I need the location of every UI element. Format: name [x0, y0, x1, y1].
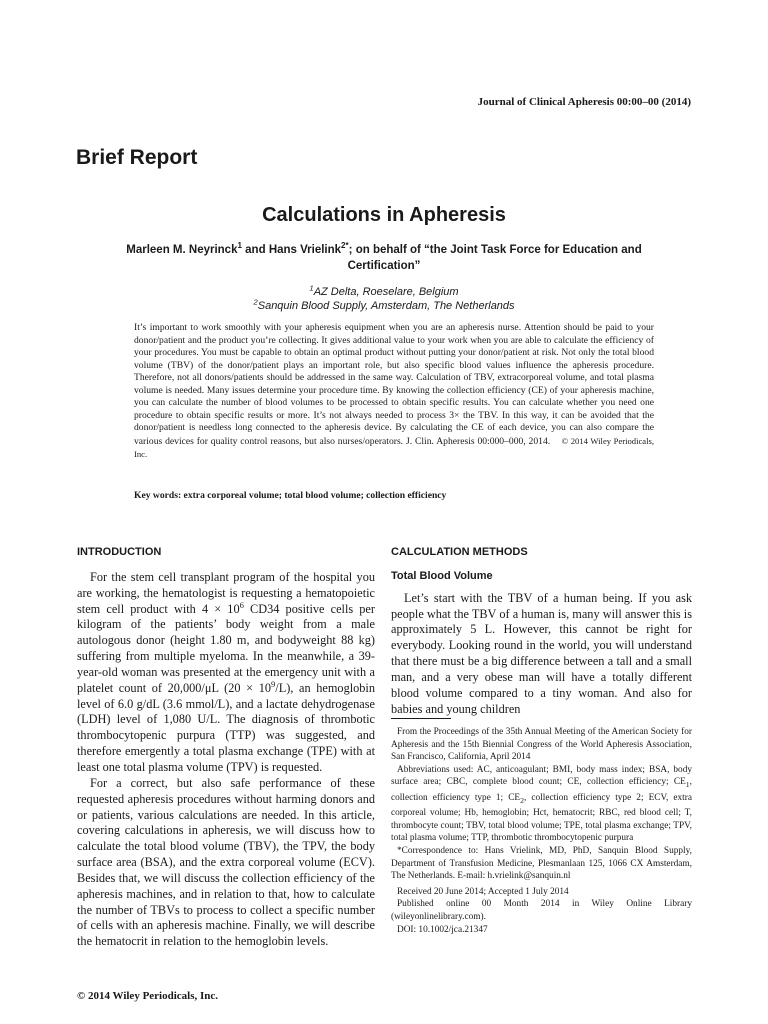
affiliation-marker: 2 [253, 297, 258, 307]
author-2: Hans Vrielink [268, 244, 342, 256]
footnote-divider [391, 718, 451, 719]
footnote-correspondence: *Correspondence to: Hans Vrielink, MD, PhD, Sanquin Blood Supply, Department of Transfusion Medicine, Plesmanlaan 125, 1066 CX Amsterdam, The Netherlands. E-mail: h.vrielink@sanquin.nl [391, 846, 692, 882]
footnote-text: Abbreviations used: AC, anticoagulant; BMI, body mass index; BSA, body surface area; CBC, complete blood count; CE, collection efficiency; CE [391, 764, 692, 788]
paragraph-text: CD34 positive cells per kilogram of the patients’ body weight from a male autologous donor (height 1.80 m, and bodyweight 88 kg) suffering from multiple myeloma. In the meanwhile, a 39-year-old woman was presented at the emergency unit with a platelet count of 20,000/μL (20 × 10 [77, 601, 375, 695]
affiliations [0, 285, 768, 313]
affiliation-text: Sanquin Blood Supply, Amsterdam, The Netherlands [257, 300, 515, 312]
affiliation-1 [0, 285, 768, 299]
footnote-proceedings: From the Proceedings of the 35th Annual Meeting of the American Society for Apheresis and the 15th Biennial Congress of the World Apheresis Association, San Francisco, California, April 2014 [391, 727, 692, 763]
methods-section [391, 545, 692, 717]
paragraph-text: /L), an hemoglobin level of 6.0 g/dL (3.6 mmol/L), and a lactate dehydrogenase (LDH) level of 1,080 U/L. The diagnosis of thrombotic thrombocytopenic purpura (TTP) was suggested, and therefore emergently a total plasma exchange (TPE) with at least one total plasma volume (TPV) is requested. [77, 680, 375, 774]
author-1-affil-marker: 1 [237, 241, 242, 251]
footnotes [391, 726, 692, 936]
paragraph-text: For the stem cell transplant program of the hospital you are working, the hematologist is requesting a hematopoietic stem cell product with 4 × 10 [77, 569, 375, 616]
corresponding-marker: * [345, 241, 349, 251]
author-2-affil-marker: 2 [341, 241, 346, 251]
abstract [134, 322, 654, 462]
footnote-published: Published online 00 Month 2014 in Wiley Online Library (wileyonlinelibrary.com). [391, 899, 692, 923]
subscript: 1 [685, 780, 690, 790]
abstract-citation: J. Clin. Apheresis 00:000–000, 2014. [405, 435, 551, 447]
abstract-copyright: © 2014 Wiley Periodicals, Inc. [134, 435, 654, 459]
author-list [120, 242, 648, 274]
article-type-title: Brief Report [76, 146, 198, 169]
introduction-paragraph-1 [77, 570, 375, 776]
footnote-doi: DOI: 10.1002/jca.21347 [397, 924, 488, 935]
keywords: Key words: extra corporeal volume; total blood volume; collection efficiency [134, 490, 447, 501]
methods-paragraph-1: Let’s start with the TBV of a human being. If you ask people what the TBV of a human is, many will answer this is approximately 5 L. However, this cannot be right for everybody. Looking round in the world, you will understand that there must be a big difference between a tall and a small man, and a very obese man will have a totally different blood volume compared to a tiny woman. And also for babies and young children [391, 590, 692, 716]
footnote-text: , collection efficiency type 1; CE [391, 777, 692, 803]
introduction-heading: INTRODUCTION [77, 546, 162, 558]
article-title: Calculations in Apheresis [262, 204, 506, 226]
introduction-paragraph-2: For a correct, but also safe performance of these requested apheresis procedures without harming donors and or patients, various calculations are needed. In this article, covering calculations in apheresis, we will discuss how to calculate the total blood volume (TBV), the TPV, the body surface area (BSA), and the extra corporeal volume (ECV). Besides that, we will discuss the collection efficiency of the apheresis machines, and in relation to that, how to calculate the number of TBVs to process to collect a specific number of cells with an apheresis machine. Finally, we will describe the hematocrit in relation to the hemoglobin levels. [77, 775, 375, 949]
author-1: Marleen M. Neyrinck [126, 244, 238, 256]
abstract-text: It’s important to work smoothly with your apheresis equipment when you are an apheresis nurse. Attention should be paid to your donor/patient and the product you’re collecting. It gives additional value to your work when you are able to calculate the efficiency of your procedures. You must be capable to obtain an optimal product without putting your donor/patient at risk. Not only the total blood volume (TBV) of the donor/patient plays an important role, but also specific blood values influence the apheresis procedure. Therefore, not all donors/patients should be addressed in the same way. Calculation of TBV, extracorporeal volume, and total plasma volume is needed. Many issues determine your procedure time. By knowing the collection efficiency (CE) of your apheresis machine, you can calculate the number of blood volumes to be processed to obtain specific results. You can calculate whether you need one procedure to obtain specific results or more. It’s not always needed to process 3× the TBV. In this way, it can be avoided that the donor/patient is needless long connected to the apheresis device. By calculating the CE of each device, you can also compare the various devices for quality control reasons, but also nurses/operators. [134, 322, 654, 447]
page-copyright: © 2014 Wiley Periodicals, Inc. [77, 990, 219, 1002]
affiliation-marker: 1 [309, 283, 314, 293]
footnote-text: , collection efficiency type 2; ECV, extra corporeal volume; Hb, hemoglobin; Hct, hematocrit; RBC, red blood cell; T, thrombocyte count; TBV, total blood volume; TPE, total plasma exchange; TPV, total plasma volume; TTP, thrombotic thrombocytopenic purpura [391, 792, 692, 844]
methods-heading: CALCULATION METHODS [391, 546, 528, 558]
footnote-abbreviations [391, 764, 692, 845]
exponent: 6 [239, 599, 244, 610]
exponent: 9 [271, 678, 276, 689]
author-group-note: ; on behalf of “the Joint Task Force for Education and Certification” [347, 244, 642, 272]
footnote-received: Received 20 June 2014; Accepted 1 July 2014 [397, 886, 569, 897]
affiliation-2 [0, 299, 768, 313]
author-conjunction: and [241, 244, 269, 256]
subscript: 2 [520, 795, 524, 805]
affiliation-text: AZ Delta, Roeselare, Belgium [313, 286, 459, 298]
methods-subheading: Total Blood Volume [391, 569, 493, 582]
introduction-section [77, 545, 375, 950]
journal-header: Journal of Clinical Apheresis 00:00–00 (2014) [477, 96, 691, 108]
